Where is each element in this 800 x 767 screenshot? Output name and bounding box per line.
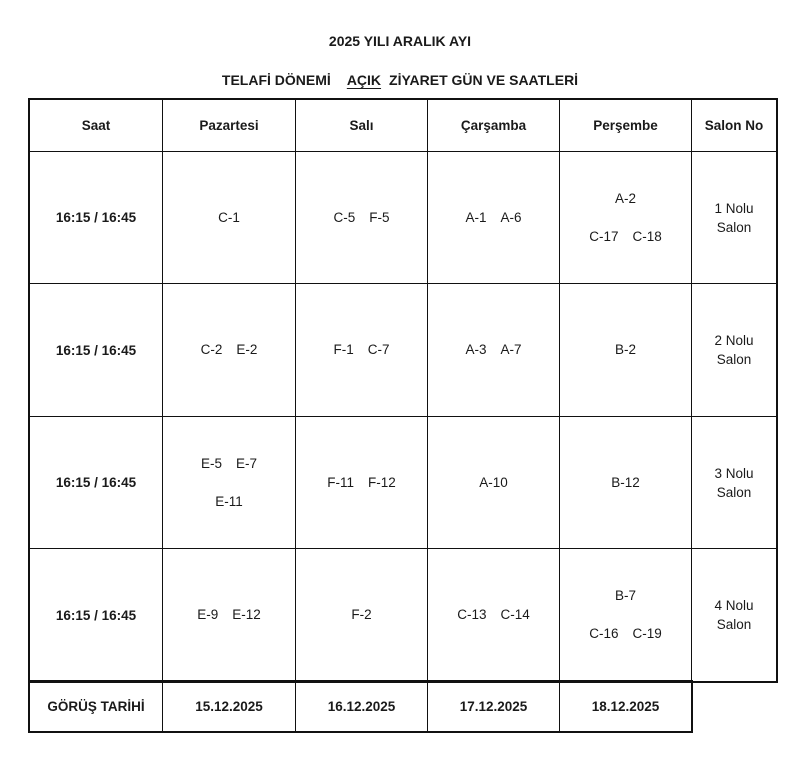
ward-cell [559, 548, 692, 682]
document-subtitle [0, 72, 800, 88]
visit-date: 15.12.2025 [195, 699, 263, 714]
visit-date: 18.12.2025 [591, 699, 660, 714]
ward-cell [427, 151, 560, 284]
ward-code: C-7 [367, 342, 390, 357]
ward-line [333, 208, 389, 228]
ward-code: B-7 [614, 588, 636, 603]
ward-code: A-6 [500, 209, 522, 225]
salon-cell [691, 416, 777, 549]
visit-date-cell [559, 681, 692, 732]
salon-label-line: Salon [716, 484, 752, 500]
ward-cell [559, 416, 692, 549]
ward-cell [162, 548, 296, 682]
ward-code: C-14 [500, 607, 530, 622]
document-title: 2025 YILI ARALIK AYI [328, 33, 472, 49]
column-header [29, 99, 163, 152]
salon-label-line: 1 Nolu [714, 200, 754, 216]
column-header-label: Çarşamba [460, 118, 527, 133]
ward-cell [162, 283, 296, 417]
ward-cell [427, 416, 560, 549]
ward-code: F-12 [368, 474, 396, 490]
visit-date-cell [295, 681, 428, 732]
visit-date-label: GÖRÜŞ TARİHİ [47, 699, 145, 714]
ward-line [215, 492, 243, 512]
ward-code: E-2 [236, 342, 258, 357]
column-header-label: Salı [349, 118, 374, 133]
column-header-label: Perşembe [593, 118, 658, 133]
ward-cell [162, 151, 296, 284]
time-cell [29, 151, 163, 284]
column-header [691, 99, 777, 152]
ward-line [615, 340, 636, 360]
ward-code: C-13 [457, 607, 487, 622]
ward-code: A-1 [465, 209, 487, 225]
ward-line [197, 605, 261, 625]
ward-code: F-2 [351, 607, 372, 622]
ward-code: E-7 [236, 455, 258, 471]
ward-line [218, 208, 240, 228]
ward-code: C-19 [632, 626, 662, 641]
salon-label-line: 4 Nolu [714, 598, 754, 613]
ward-cell [295, 548, 428, 682]
ward-code: B-12 [611, 474, 640, 490]
ward-cell [295, 151, 428, 284]
subtitle-prefix: TELAFİ DÖNEMİ [221, 72, 331, 88]
column-header [295, 99, 428, 152]
ward-code: A-10 [479, 474, 508, 490]
ward-code: C-5 [333, 209, 356, 225]
ward-cell [295, 283, 428, 417]
ward-cell [559, 283, 692, 417]
salon-cell [691, 151, 777, 284]
ward-code: F-1 [333, 342, 354, 357]
visit-date-label-cell [29, 681, 163, 732]
ward-line [479, 473, 508, 493]
ward-code: E-11 [215, 493, 243, 509]
time-cell [29, 283, 163, 417]
ward-code: A-7 [500, 342, 522, 357]
ward-line [465, 208, 521, 228]
column-header-label: Saat [81, 118, 111, 133]
ward-line [615, 586, 636, 606]
ward-code: C-17 [589, 228, 619, 244]
column-header-label: Pazartesi [199, 118, 259, 133]
visit-date-cell [427, 681, 560, 732]
salon-label-line: Salon [716, 617, 752, 632]
ward-line [333, 340, 389, 360]
ward-code: E-9 [197, 607, 219, 622]
ward-code: C-18 [632, 228, 662, 244]
subtitle-status-highlight: AÇIK [346, 72, 382, 88]
time-slot: 16:15 / 16:45 [55, 342, 137, 358]
ward-line [589, 227, 662, 247]
ward-line [327, 473, 396, 493]
ward-code: E-12 [232, 607, 261, 622]
ward-line [351, 605, 371, 625]
time-slot: 16:15 / 16:45 [55, 607, 137, 623]
time-slot: 16:15 / 16:45 [55, 475, 137, 490]
visit-date: 16.12.2025 [327, 699, 396, 714]
ward-code: C-1 [218, 209, 240, 225]
column-header [559, 99, 692, 152]
ward-line [611, 473, 640, 493]
ward-cell [295, 416, 428, 549]
column-header-label: Salon No [704, 118, 764, 133]
column-header [427, 99, 560, 152]
time-slot: 16:15 / 16:45 [55, 210, 137, 225]
ward-code: F-11 [327, 474, 354, 490]
salon-label-line: Salon [716, 219, 752, 235]
ward-cell [559, 151, 692, 284]
ward-cell [427, 548, 560, 682]
ward-line [457, 605, 530, 625]
salon-label-line: Salon [716, 352, 752, 367]
ward-cell [427, 283, 560, 417]
ward-code: B-2 [614, 342, 636, 357]
visit-date: 17.12.2025 [459, 699, 528, 714]
salon-cell [691, 283, 777, 417]
time-cell [29, 416, 163, 549]
ward-code: C-2 [200, 342, 223, 357]
salon-label-line: 3 Nolu [714, 465, 754, 481]
ward-line [615, 189, 636, 209]
column-header [162, 99, 296, 152]
ward-code: A-3 [465, 342, 487, 357]
ward-line [465, 340, 521, 360]
subtitle-suffix: ZİYARET GÜN VE SAATLERİ [389, 72, 579, 88]
ward-code: E-5 [200, 455, 222, 471]
ward-line [201, 454, 257, 474]
time-cell [29, 548, 163, 682]
ward-line [201, 340, 258, 360]
ward-code: C-16 [589, 626, 619, 641]
ward-code: A-2 [614, 190, 636, 206]
visit-date-cell [162, 681, 296, 732]
salon-cell [691, 548, 777, 682]
ward-code: F-5 [369, 209, 390, 225]
ward-line [589, 624, 662, 644]
ward-cell [162, 416, 296, 549]
salon-label-line: 2 Nolu [714, 333, 754, 348]
